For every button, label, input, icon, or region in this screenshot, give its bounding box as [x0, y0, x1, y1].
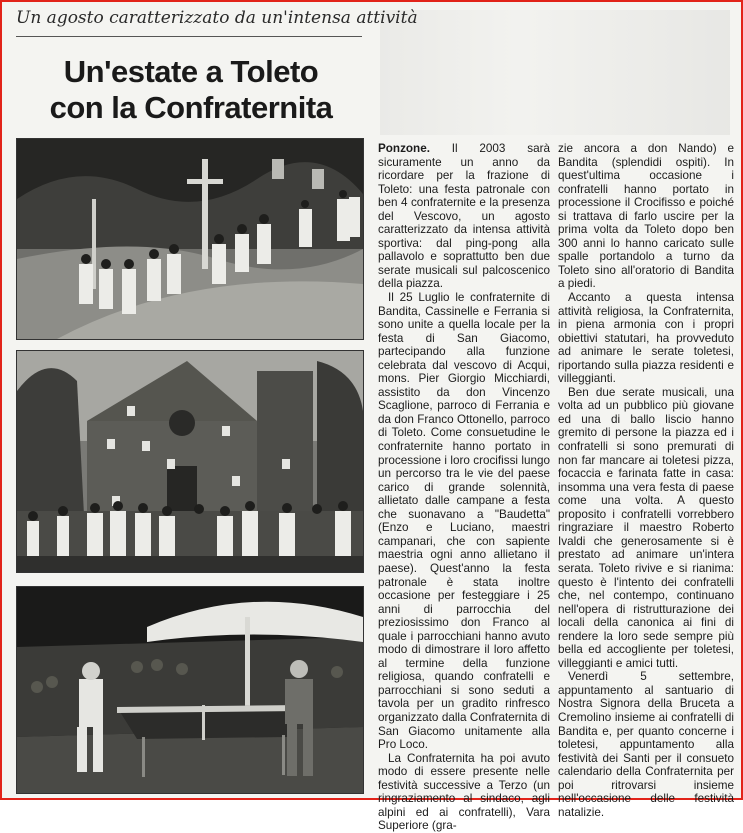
bleed-through-area	[380, 10, 730, 135]
lead-text: Il 2003 sarà sicuramente un anno da ricordare per la frazione di Toleto: una festa patronale con ben 4 confraternite e la presenza del Vescovo, un agosto caratterizzato da intensa attività sportiva: dal ping-pong alla pallavolo e soprattutto ben due serate musicali sul palcoscenico della piazza.	[378, 142, 550, 291]
paragraph: Ben due serate musicali, una volta ad un pubblico più giovane ed una di ballo liscio hanno gremito di persone la piazza ed i confratelli si sono premurati di non far mancare ai toletesi pizza, focaccia e farinata fatte in casa: insomma una vera festa di paese come una volta. A questo proposito i confratelli vorrebbero ringraziare il maestro Roberto Ivaldi che generosamente si è prestato ad animare un'intera serata. Toleto rivive e si rianima: questo è l'intento dei confratelli che, nel contempo, continuano nell'opera di ristrutturazione dei locali della canonica ai fini di rendere la loro sede sempre più bella ed accogliente per toletesi, villeggianti e amici tutti.	[558, 385, 734, 670]
kicker-rule	[16, 36, 362, 37]
article-column-2	[558, 142, 734, 819]
placename: Ponzone.	[378, 142, 430, 155]
article-column-1	[378, 142, 550, 833]
headline-line-1: Un'estate a Toleto	[63, 54, 319, 89]
paragraph: Il 25 Luglio le confraternite di Bandita, Cassinelle e Ferrania si sono unite a quella locale per la festa di San Giacomo, partecipando alla funzione celebrata dal vescovo di Acqui, mons. Pier Giorgio Micchiardi, assistito da don Vincenzo Scaglione, parroco di Ferrania e da don Franco Ottonello, parroco di Toleto. Come consuetudine le confraternite hanno portato in processione i loro crocifissi lungo un percorso tra le vie del paese carico di grande solennità, allietato dalle campane a festa che suonavano a "Baudetta" (Enzo e Luciano, maestri campanari, che con sapiente maestria ogni anno allietano il paese). Quest'anno la festa patronale è stata inoltre occasione per festeggiare i 25 anni di parrocchia del preziosissimo don Franco al quale i parrocchiani hanno avuto modo di dimostrare il loro affetto al termine della funzione religiosa, quando confratelli e parrocchiani si sono seduti a tavola per un gradito rinfresco organizzato dalla Confraternita di San Giacomo unitamente alla Pro Loco.	[378, 291, 550, 752]
kicker: Un agosto caratterizzato da un'intensa attività	[16, 8, 418, 28]
paragraph: zie ancora a don Nando) e Bandita (splendidi ospiti). In quest'ultima occasione i confratelli hanno portato in processione il Crocifisso e poiché si trattava di farlo uscire per la prima volta da Toleto dopo ben 300 anni lo hanno caricato sulle spalle portandolo a turno da Toleto sino all'oratorio di Bandita a piedi.	[558, 142, 734, 291]
photo-procession	[16, 138, 364, 340]
paragraph: Venerdì 5 settembre, appuntamento al santuario di Nostra Signora della Bruceta a Cremolino insieme ai confratelli di Bandita e, per quanto concerne i toletesi, appuntamento alla festività dei Santi per il consueto calendario della Confraternita per poi ritrovarsi insieme nell'occasione delle festività natalizie.	[558, 670, 734, 819]
photo-ping-pong	[16, 586, 364, 794]
headline	[16, 54, 366, 126]
paragraph	[378, 142, 550, 291]
paragraph: La Confraternita ha poi avuto modo di essere presente nelle festività successive a Terzo (un ringraziamento al sindaco, agli alpini ed ai confratelli), Vara Superiore (gra-	[378, 751, 550, 833]
paragraph: Accanto a questa intensa attività religiosa, la Confraternita, in piena armonia con i propri obiettivi statutari, ha provveduto ad animare le serate toletesi, riportando sulla piazza residenti e villeggianti.	[558, 291, 734, 386]
headline-line-2: con la Confraternita	[49, 90, 333, 125]
photo-church	[16, 350, 364, 573]
